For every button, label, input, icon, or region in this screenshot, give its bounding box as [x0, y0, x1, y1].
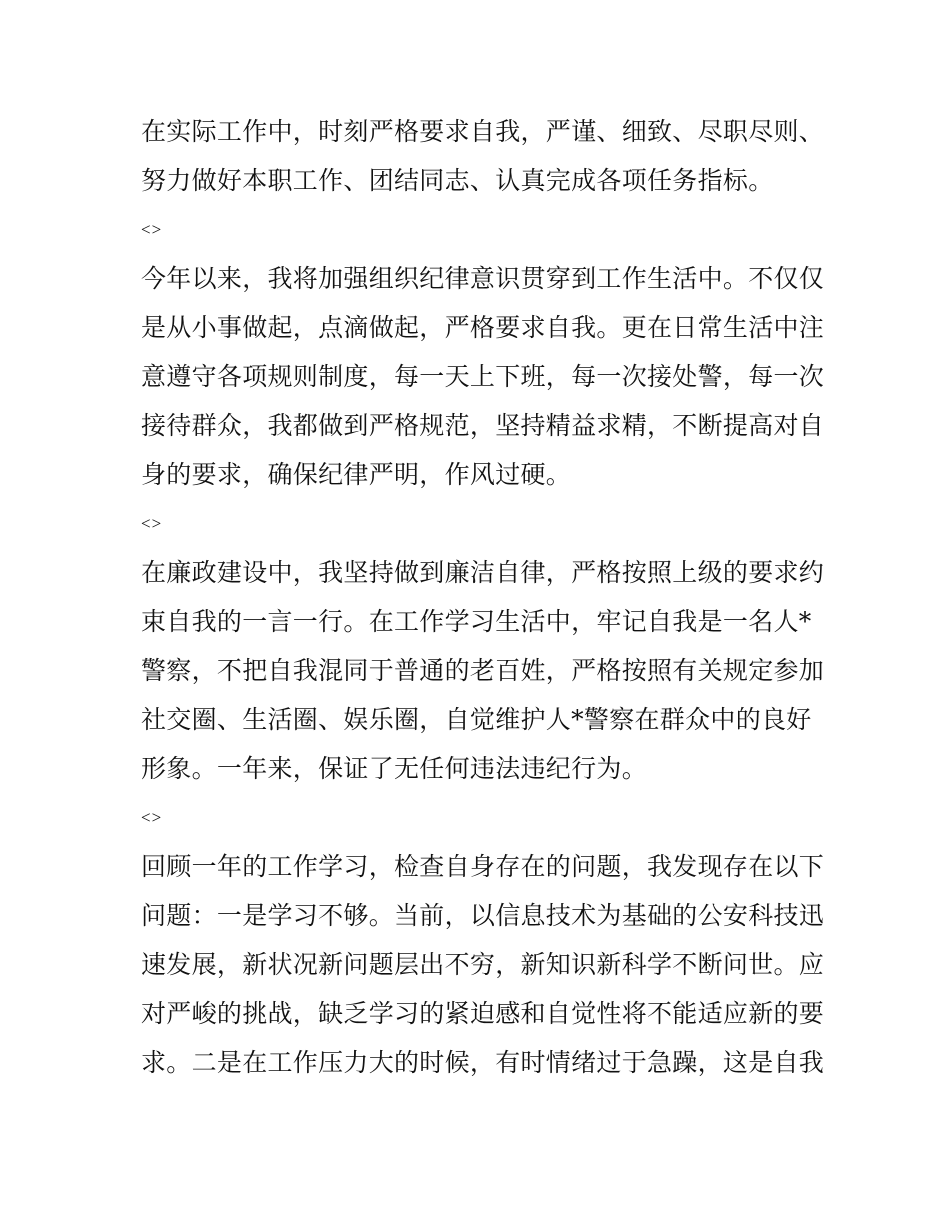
text-line: 问题：一是学习不够。当前，以信息技术为基础的公安科技迅 — [141, 901, 825, 930]
text-line: 努力做好本职工作、团结同志、认真完成各项任务指标。 — [141, 166, 774, 195]
text-line: 束自我的一言一行。在工作学习生活中，牢记自我是一名人* — [141, 607, 812, 636]
text-line: 社交圈、生活圈、娱乐圈，自觉维护人*警察在群众中的良好 — [141, 705, 812, 734]
text-line: 形象。一年来，保证了无任何违法违纪行为。 — [141, 754, 648, 783]
text-line: 速发展，新状况新问题层出不穷，新知识新科学不断问世。应 — [141, 950, 825, 979]
text-line: 接待群众，我都做到严格规范，坚持精益求精，不断提高对自 — [141, 411, 825, 440]
text-line: 警察，不把自我混同于普通的老百姓，严格按照有关规定参加 — [141, 656, 825, 685]
text-line: 在廉政建设中，我坚持做到廉洁自律，严格按照上级的要求约 — [141, 558, 825, 587]
text-line: 对严峻的挑战，缺乏学习的紧迫感和自觉性将不能适应新的要 — [141, 999, 825, 1028]
document-body — [141, 107, 825, 1087]
paragraph-marker: <> — [141, 220, 163, 239]
text-line: 求。二是在工作压力大的时候，有时情绪过于急躁，这是自我 — [141, 1048, 825, 1077]
text-line: 今年以来，我将加强组织纪律意识贯穿到工作生活中。不仅仅 — [141, 264, 825, 293]
text-line: 身的要求，确保纪律严明，作风过硬。 — [141, 460, 572, 489]
text-line: 意遵守各项规则制度，每一天上下班，每一次接处警，每一次 — [141, 362, 825, 391]
paragraph-marker: <> — [141, 808, 163, 827]
text-line: 回顾一年的工作学习，检查自身存在的问题，我发现存在以下 — [141, 852, 825, 881]
text-line: 在实际工作中，时刻严格要求自我，严谨、细致、尽职尽则、 — [141, 117, 825, 146]
paragraph-marker: <> — [141, 514, 163, 533]
text-line: 是从小事做起，点滴做起，严格要求自我。更在日常生活中注 — [141, 313, 825, 342]
